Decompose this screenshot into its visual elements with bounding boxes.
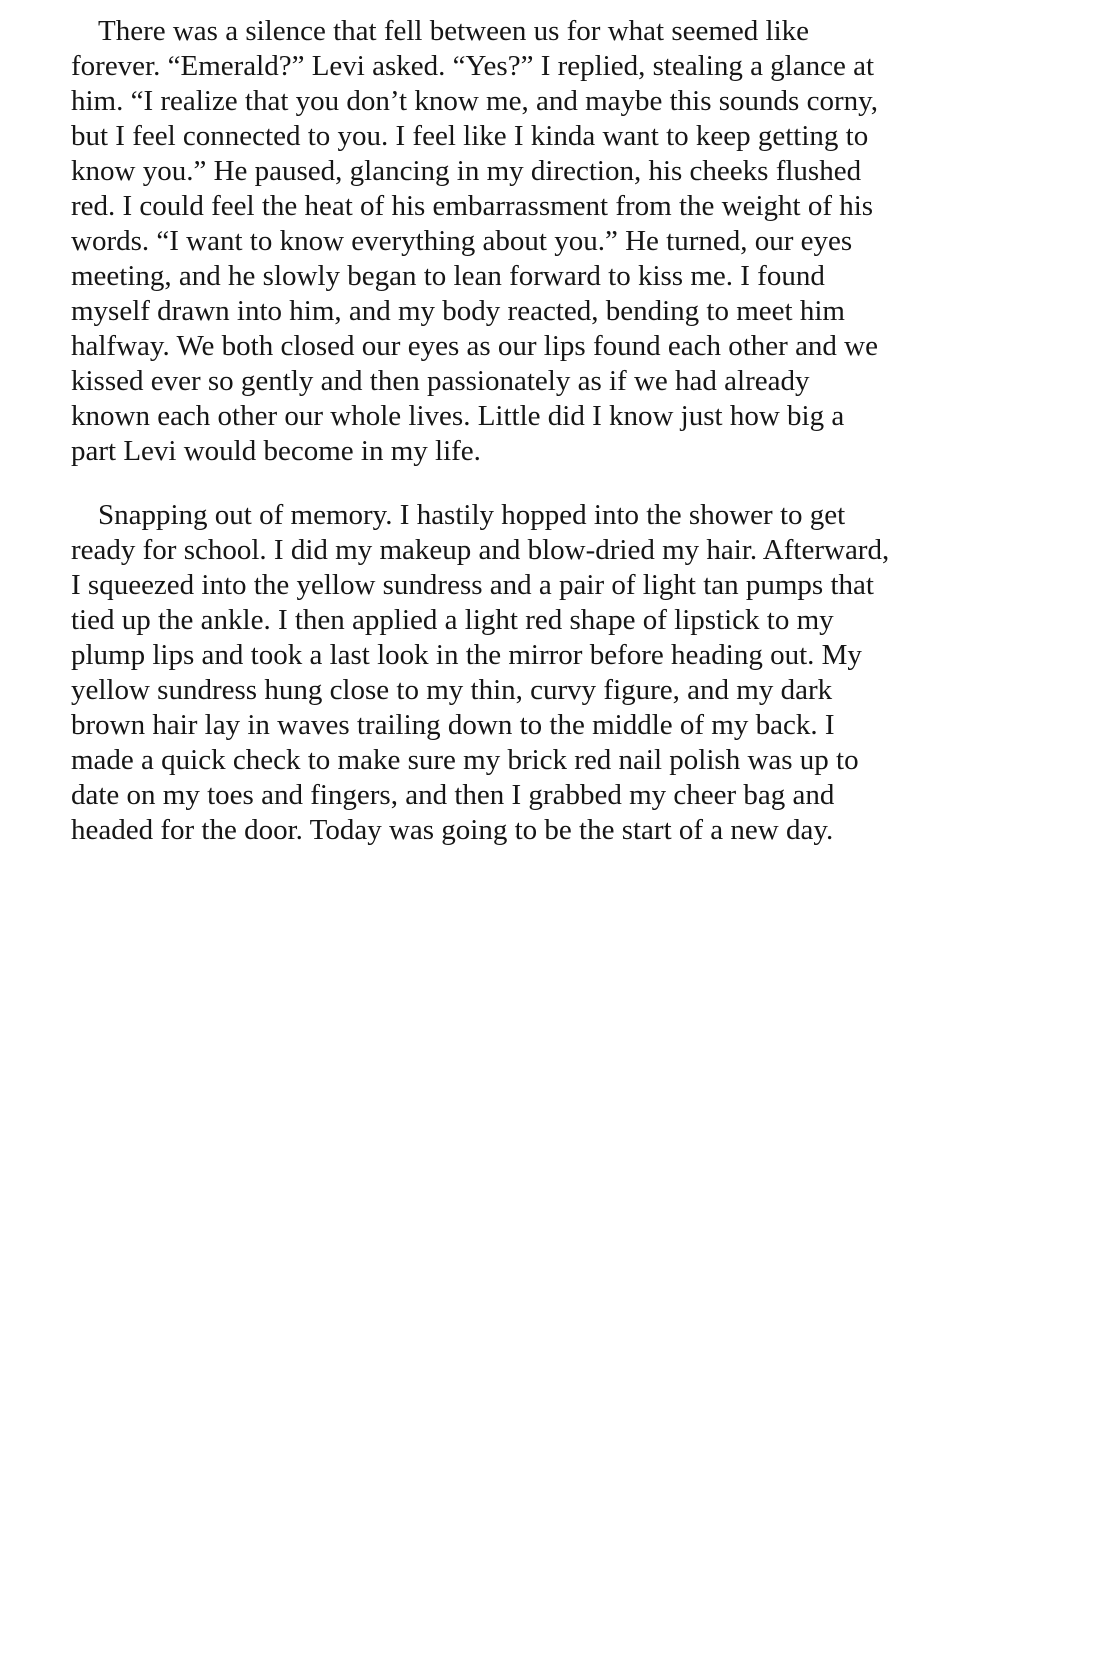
text-line: date on my toes and fingers, and then I grabbed my cheer bag and	[71, 779, 835, 811]
text-line: yellow sundress hung close to my thin, curvy figure, and my dark	[71, 674, 833, 706]
text-line: ready for school. I did my makeup and blow-dried my hair. Afterward,	[71, 534, 890, 566]
text-line: There was a silence that fell between us for what seemed like	[98, 15, 810, 47]
text-line: but I feel connected to you. I feel like I kinda want to keep getting to	[71, 120, 869, 152]
text-line: him. “I realize that you don’t know me, and maybe this sounds corny,	[71, 85, 878, 117]
text-line: words. “I want to know everything about you.” He turned, our eyes	[71, 225, 853, 257]
text-line: red. I could feel the heat of his embarrassment from the weight of his	[71, 190, 874, 222]
text-line: kissed ever so gently and then passionately as if we had already	[71, 365, 810, 397]
text-line: halfway. We both closed our eyes as our lips found each other and we	[71, 330, 879, 362]
text-line: headed for the door. Today was going to be the start of a new day.	[71, 814, 834, 846]
text-line: tied up the ankle. I then applied a light red shape of lipstick to my	[71, 604, 834, 636]
text-line: forever. “Emerald?” Levi asked. “Yes?” I replied, stealing a glance at	[71, 50, 875, 82]
text-line: brown hair lay in waves trailing down to the middle of my back. I	[71, 709, 835, 741]
text-line: made a quick check to make sure my brick red nail polish was up to	[71, 744, 859, 776]
text-line: myself drawn into him, and my body reacted, bending to meet him	[71, 295, 845, 327]
text-line: part Levi would become in my life.	[71, 435, 481, 467]
text-line: Snapping out of memory. I hastily hopped into the shower to get	[98, 499, 846, 531]
text-line: known each other our whole lives. Little did I know just how big a	[71, 400, 845, 432]
text-line: meeting, and he slowly began to lean forward to kiss me. I found	[71, 260, 825, 292]
paragraph	[71, 14, 1040, 469]
text-line: know you.” He paused, glancing in my direction, his cheeks flushed	[71, 155, 862, 187]
text-line: I squeezed into the yellow sundress and a pair of light tan pumps that	[71, 569, 874, 601]
page-text	[71, 14, 1040, 848]
text-line: plump lips and took a last look in the mirror before heading out. My	[71, 639, 862, 671]
paragraph	[71, 498, 1040, 848]
